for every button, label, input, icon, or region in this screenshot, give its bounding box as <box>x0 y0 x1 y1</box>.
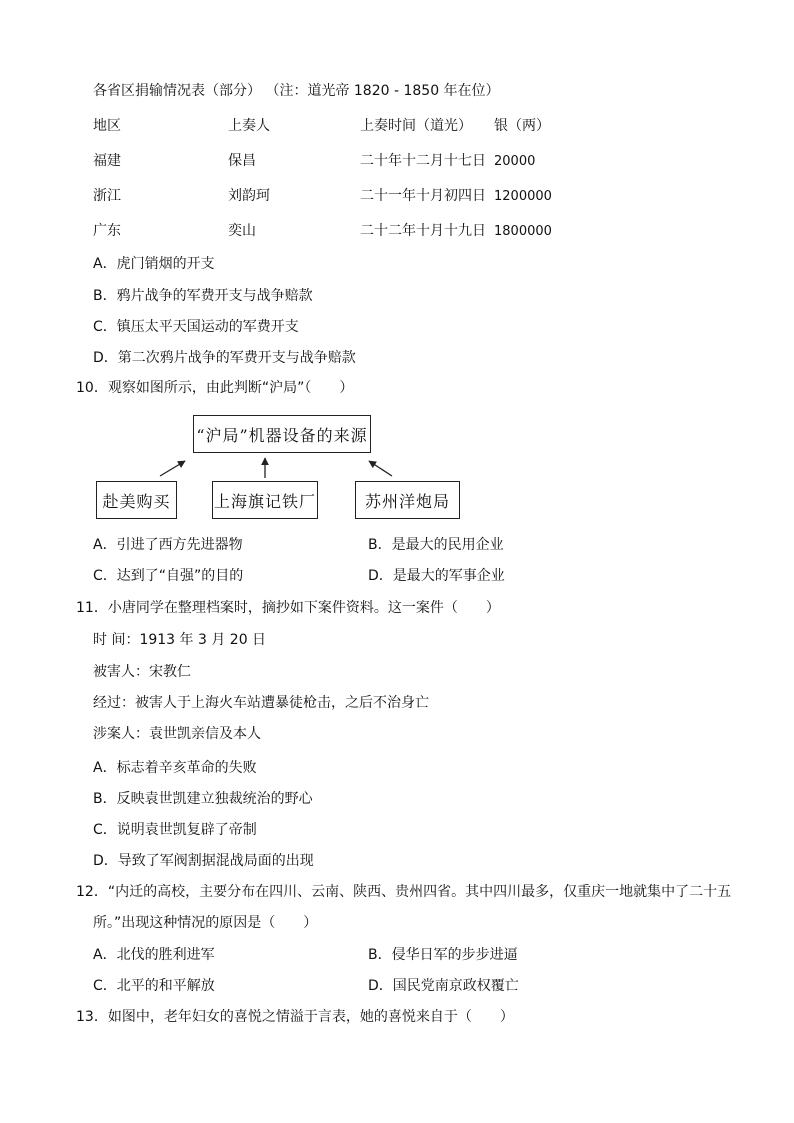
diagram-top-box: “沪局”机器设备的来源 <box>193 415 371 453</box>
table-cell: 二十二年十月十九日 <box>360 223 486 239</box>
table-cell: 刘韵珂 <box>228 188 270 204</box>
diagram-source-box: 赴美购买 <box>96 481 177 519</box>
q11-stem: 11．小唐同学在整理档案时，摘抄如下案件资料。这一案件（ ） <box>76 600 500 616</box>
q11-record-line: 经过：被害人于上海火车站遭暴徒枪击，之后不治身亡 <box>93 695 429 711</box>
q11-record-line: 被害人：宋教仁 <box>93 664 191 680</box>
table-header-silver: 银（两） <box>494 118 550 134</box>
q11-option-d: D．导致了军阀割据混战局面的出现 <box>93 853 314 869</box>
q10-option-b: B．是最大的民用企业 <box>368 537 504 553</box>
q11-record-line: 时 间：1913 年 3 月 20 日 <box>93 632 267 648</box>
table-cell: 二十年十二月十七日 <box>360 153 486 169</box>
q11-option-c: C．说明袁世凯复辟了帝制 <box>93 822 257 838</box>
table-cell: 20000 <box>494 154 536 169</box>
q11-record-line: 涉案人：袁世凯亲信及本人 <box>93 726 261 742</box>
q12-option-d: D．国民党南京政权覆亡 <box>368 978 519 994</box>
q11-option-b: B．反映袁世凯建立独裁统治的野心 <box>93 791 313 807</box>
q10-stem: 10．观察如图所示，由此判断“沪局”（ ） <box>76 380 354 396</box>
diagram-arrow <box>160 461 185 476</box>
table-header-time: 上奏时间（道光） <box>360 118 472 134</box>
table-cell: 浙江 <box>93 188 121 204</box>
table-cell: 福建 <box>93 153 121 169</box>
table-cell: 1200000 <box>494 189 552 204</box>
q9-option-a: A．虎门销烟的开支 <box>93 256 215 272</box>
table-cell: 1800000 <box>494 224 552 239</box>
table-cell: 奕山 <box>228 223 256 239</box>
q11-option-a: A．标志着辛亥革命的失败 <box>93 760 257 776</box>
q9-option-c: C．镇压太平天国运动的军费开支 <box>93 319 299 335</box>
q12-option-c: C．北平的和平解放 <box>93 978 215 994</box>
table-header-reporter: 上奏人 <box>228 118 270 134</box>
q9-option-b: B．鸦片战争的军费开支与战争赔款 <box>93 288 313 304</box>
table-header-region: 地区 <box>93 118 121 134</box>
table-caption: 各省区捐输情况表（部分） （注：道光帝 1820 - 1850 年在位） <box>93 83 500 99</box>
q12-stem-line2: 所。”出现这种情况的原因是（ ） <box>93 915 318 931</box>
q10-option-c: C．达到了“自强”的目的 <box>93 568 244 584</box>
q12-option-b: B．侵华日军的步步进逼 <box>368 947 518 963</box>
q9-option-d: D．第二次鸦片战争的军费开支与战争赔款 <box>93 350 356 366</box>
q10-option-d: D．是最大的军事企业 <box>368 568 505 584</box>
table-cell: 二十一年十月初四日 <box>360 188 486 204</box>
diagram-source-box: 苏州洋炮局 <box>355 481 460 519</box>
diagram-source-box: 上海旗记铁厂 <box>212 481 318 519</box>
table-cell: 保昌 <box>228 153 256 169</box>
table-cell: 广东 <box>93 223 121 239</box>
q10-option-a: A．引进了西方先进器物 <box>93 537 243 553</box>
q12-option-a: A．北伐的胜利进军 <box>93 947 215 963</box>
diagram-arrow <box>369 461 392 476</box>
q12-stem-line1: 12．“内迁的高校，主要分布在四川、云南、陕西、贵州四省。其中四川最多，仅重庆一地就集中了二十五 <box>76 884 732 900</box>
q13-stem: 13．如图中，老年妇女的喜悦之情溢于言表，她的喜悦来自于（ ） <box>76 1009 514 1025</box>
